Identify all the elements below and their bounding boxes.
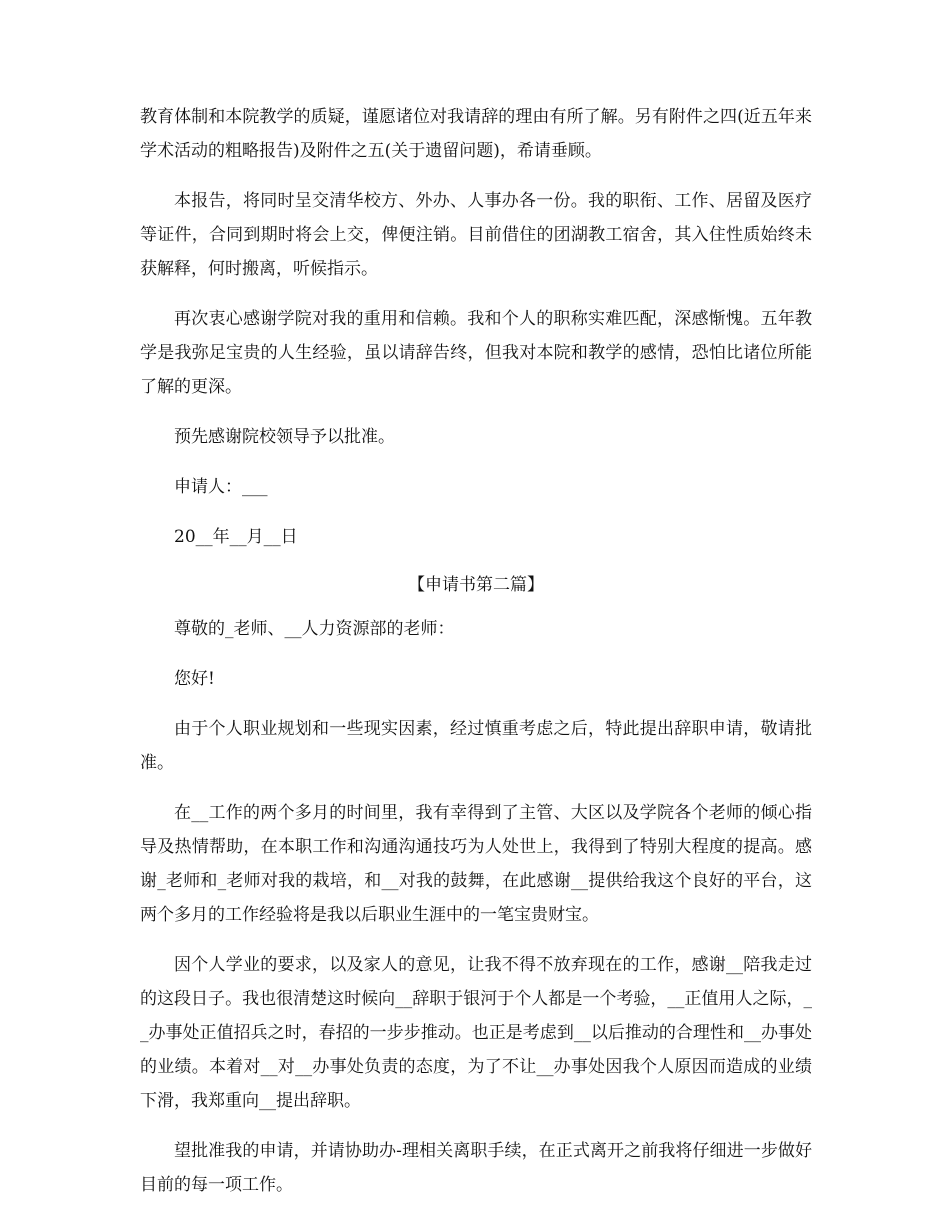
greeting: 您好! <box>174 669 215 689</box>
date-line: 20__年__月__日 <box>174 527 298 547</box>
paragraph-continuation: 教育体制和本院教学的质疑，谨愿诸位对我请辞的理由有所了解。另有附件之四(近五年来学术活动的粗略报告)及附件之五(关于遗留问题)，希请垂顾。 <box>140 107 812 161</box>
paragraph-approval-thanks: 预先感谢院校领导予以批准。 <box>174 427 395 447</box>
paragraph-report-copies: 本报告，将同时呈交清华校方、外办、人事办各一份。我的职衔、工作、居留及医疗等证件，合同到期时将会上交，俾便注销。目前借住的团湖教工宿舍，其入住性质始终未获解释，何时搬离，听候指示。 <box>140 191 812 279</box>
document-body <box>140 100 812 1218</box>
applicant-line: 申请人：___ <box>174 477 268 497</box>
paragraph-resignation-request: 由于个人职业规划和一些现实因素，经过慎重考虑之后，特此提出辞职申请，敬请批准。 <box>140 719 812 773</box>
paragraph-thanks: 再次衷心感谢学院对我的重用和信赖。我和个人的职称实难匹配，深感惭愧。五年教学是我弥足宝贵的人生经验，虽以请辞告终，但我对本院和教学的感情，恐怕比诸位所能了解的更深。 <box>140 309 812 397</box>
salutation: 尊敬的_老师、__人力资源部的老师： <box>174 619 455 639</box>
section-title: 【申请书第二篇】 <box>408 575 544 595</box>
paragraph-gratitude: 在__工作的两个多月的时间里，我有幸得到了主管、大区以及学院各个老师的倾心指导及热情帮助，在本职工作和沟通沟通技巧为人处世上，我得到了特别大程度的提高。感谢_老师和_老师对我的栽培，和__对我的鼓舞，在此感谢__提供给我这个良好的平台，这两个多月的工作经验将是我以后职业生涯中的一笔宝贵财宝。 <box>140 803 812 925</box>
paragraph-reasons: 因个人学业的要求，以及家人的意见，让我不得不放弃现在的工作，感谢__陪我走过的这段日子。我也很清楚这时候向__辞职于银河于个人都是一个考验，__正值用人之际，__办事处正值招兵之时，春招的一步步推动。也正是考虑到__以后推动的合理性和__办事处的业绩。本着对__对__办事处负责的态度，为了不让__办事处因我个人原因而造成的业绩下滑，我郑重向__提出辞职。 <box>140 955 812 1111</box>
paragraph-closing-request: 望批准我的申请，并请协助办-理相关离职手续，在正式离开之前我将仔细进一步做好目前的每一项工作。 <box>140 1141 812 1195</box>
